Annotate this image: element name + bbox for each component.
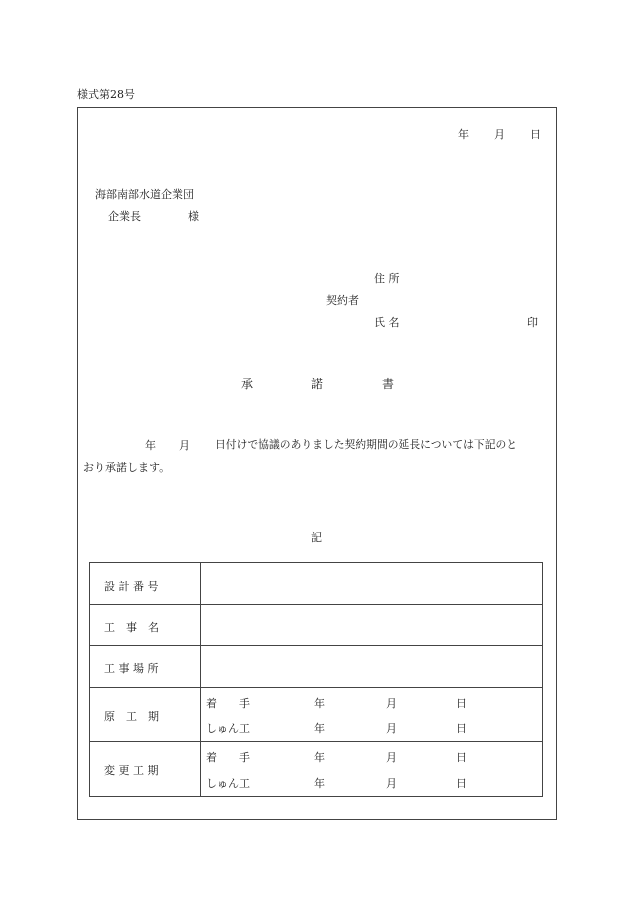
date-year-label: 年 xyxy=(458,128,469,141)
table-column-divider xyxy=(200,562,201,797)
original-completion-year: 年 xyxy=(314,722,325,735)
changed-start-label: 着 手 xyxy=(206,751,250,764)
addressee-honorific: 様 xyxy=(188,210,199,223)
date-day-label: 日 xyxy=(530,128,541,141)
changed-start-day: 日 xyxy=(456,751,467,764)
ki-label: 記 xyxy=(311,531,322,544)
changed-completion-month: 月 xyxy=(386,777,397,790)
original-term-label: 原 工 期 xyxy=(104,710,159,723)
doc-title-char-3: 書 xyxy=(382,377,395,391)
original-completion-label: しゅん工 xyxy=(206,722,250,735)
doc-title-char-2: 諾 xyxy=(311,377,324,391)
original-start-month: 月 xyxy=(386,697,397,710)
addressee-title: 企業長 xyxy=(108,210,141,223)
form-number: 様式第28号 xyxy=(77,88,135,101)
changed-start-month: 月 xyxy=(386,751,397,764)
changed-term-label: 変 更 工 期 xyxy=(104,764,159,777)
original-completion-day: 日 xyxy=(456,722,467,735)
date-month-label: 月 xyxy=(494,128,505,141)
changed-completion-day: 日 xyxy=(456,777,467,790)
original-start-year: 年 xyxy=(314,697,325,710)
doc-title-char-1: 承 xyxy=(241,377,254,391)
name-label: 氏 名 xyxy=(374,316,400,329)
work-name-label: 工 事 名 xyxy=(104,621,159,634)
row-divider xyxy=(89,687,543,688)
address-label: 住 所 xyxy=(374,272,400,285)
changed-start-year: 年 xyxy=(314,751,325,764)
row-divider xyxy=(89,645,543,646)
changed-completion-label: しゅん工 xyxy=(206,777,250,790)
addressee-organization: 海部南部水道企業団 xyxy=(95,188,194,201)
body-year-label: 年 xyxy=(145,439,156,452)
design-number-label: 設 計 番 号 xyxy=(104,580,159,593)
row-divider xyxy=(89,741,543,742)
original-start-label: 着 手 xyxy=(206,697,250,710)
body-month-label: 月 xyxy=(179,439,190,452)
changed-completion-year: 年 xyxy=(314,777,325,790)
original-completion-month: 月 xyxy=(386,722,397,735)
row-divider xyxy=(89,604,543,605)
seal-mark: 印 xyxy=(527,316,538,329)
body-line-1: 日付けで協議のありました契約期間の延長については下記のと xyxy=(215,438,518,451)
body-line-2: おり承諾します。 xyxy=(83,461,171,474)
work-location-label: 工 事 場 所 xyxy=(104,662,159,675)
original-start-day: 日 xyxy=(456,697,467,710)
contractor-label: 契約者 xyxy=(326,294,359,307)
